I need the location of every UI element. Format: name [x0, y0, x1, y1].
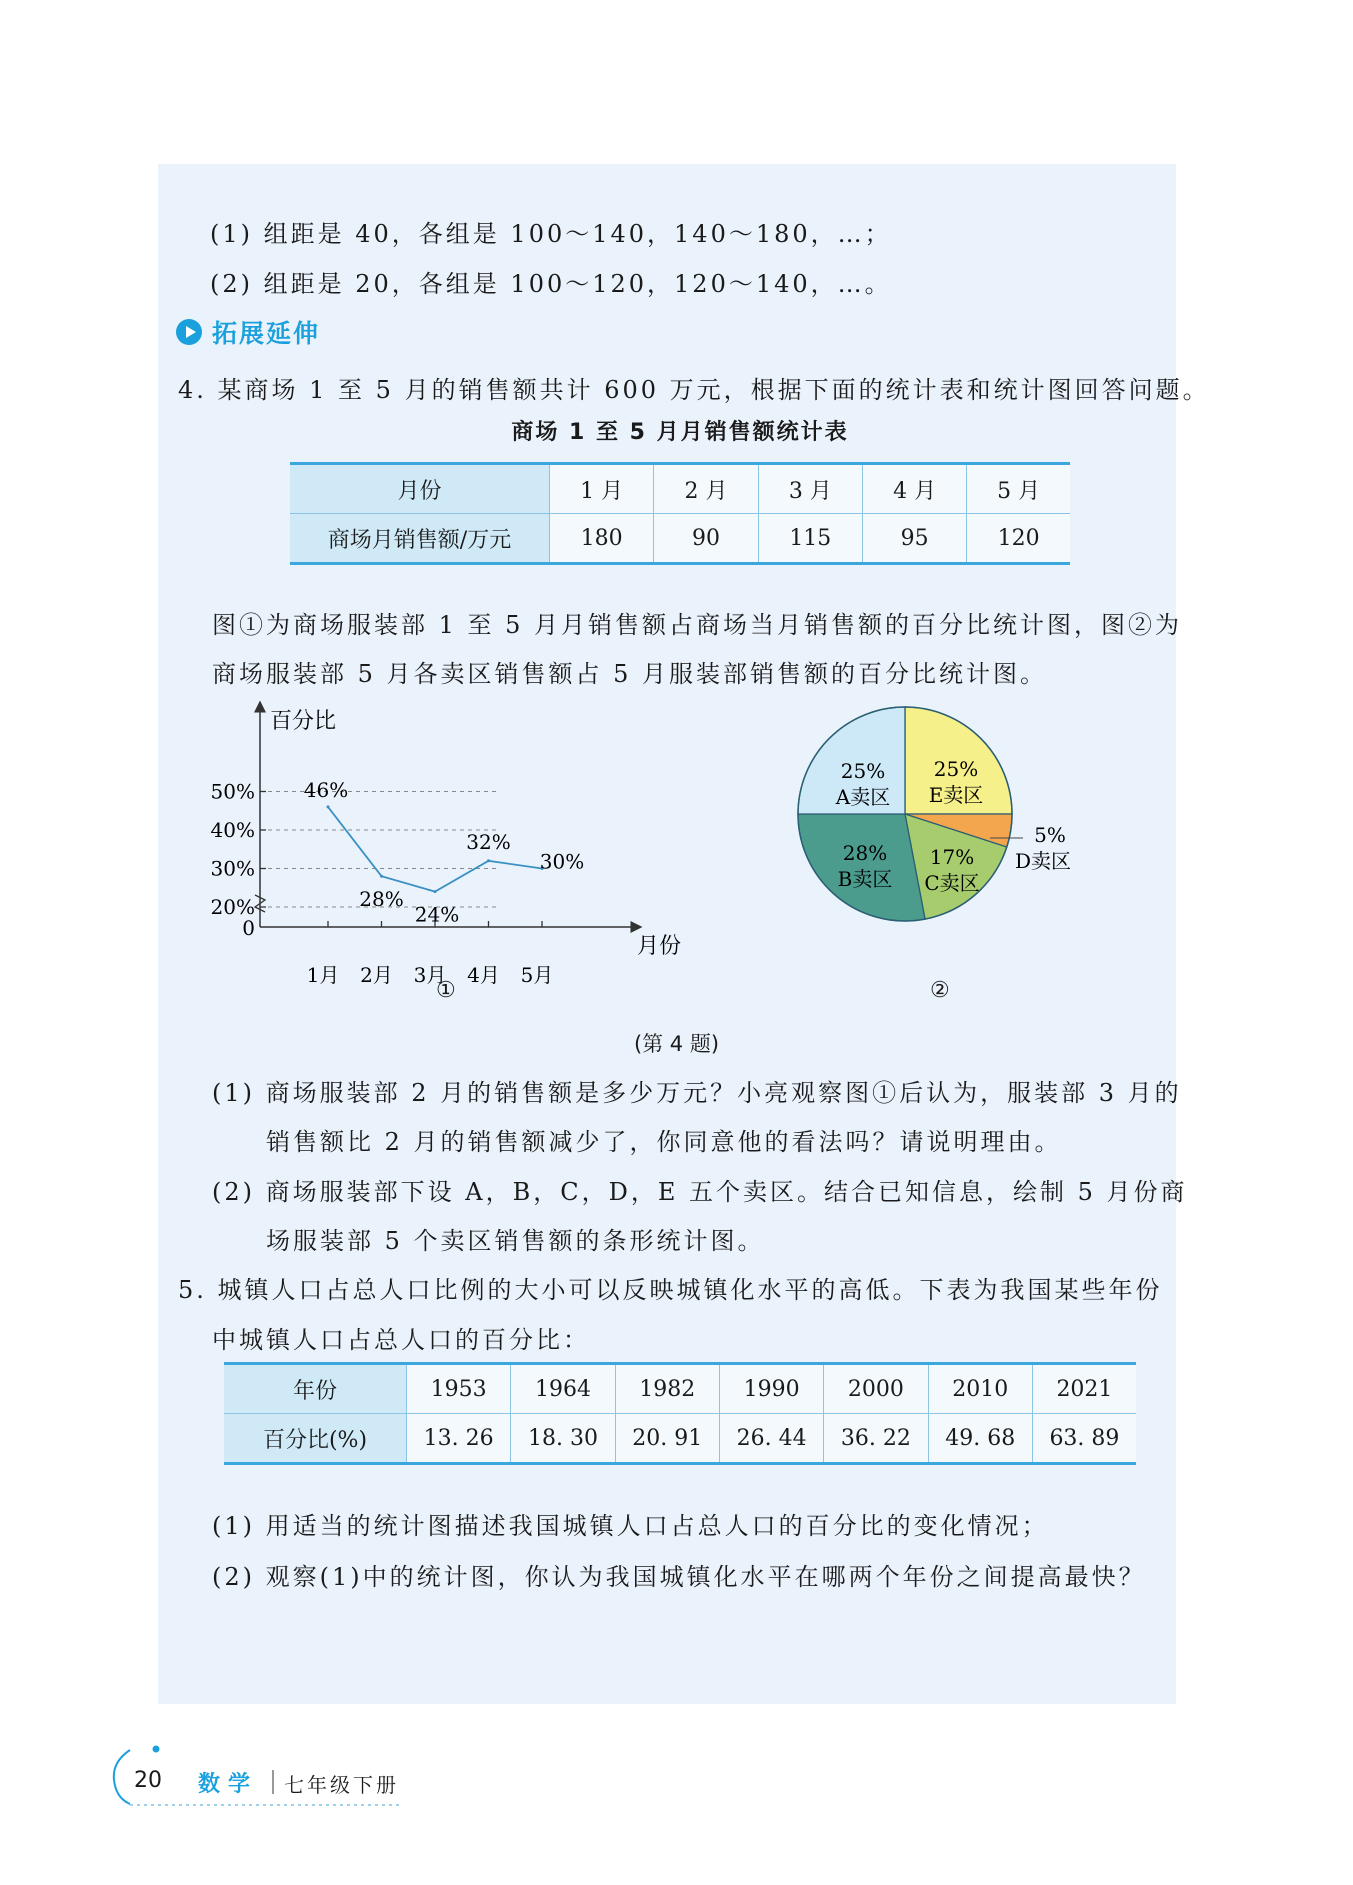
- table-cell: 月份: [290, 464, 550, 514]
- table-cell: 95: [862, 514, 966, 564]
- question-4-stem: 4. 某商场 1 至 5 月的销售额共计 600 万元，根据下面的统计表和统计图回答问题。: [178, 376, 1210, 404]
- x-tick-label: 1月: [306, 963, 340, 987]
- slice-name-label: A卖区: [835, 785, 891, 809]
- table-cell: 1 月: [550, 464, 654, 514]
- table-cell: 115: [758, 514, 862, 564]
- slice-name-label: C卖区: [924, 871, 980, 895]
- question-5-sub-1: (1) 用适当的统计图描述我国城镇人口占总人口的百分比的变化情况；: [212, 1512, 1049, 1540]
- option-2: (2) 组距是 20，各组是 100～120，120～140，…。: [210, 270, 892, 298]
- table-cell: 1964: [511, 1364, 615, 1414]
- footer-arc: [114, 1750, 130, 1804]
- figure-2-label: ②: [930, 978, 950, 1003]
- question-5-stem-1: 5. 城镇人口占总人口比例的大小可以反映城镇化水平的高低。下表为我国某些年份: [178, 1276, 1163, 1304]
- section-heading: [176, 314, 320, 350]
- slice-name-label: E卖区: [928, 783, 984, 807]
- sales-table: [290, 462, 1070, 565]
- table-cell: 120: [967, 514, 1070, 564]
- urban-table-header: [224, 1364, 1136, 1414]
- line-chart: [200, 695, 700, 987]
- data-point: [327, 805, 330, 808]
- x-tick-label: 5月: [520, 963, 554, 987]
- slice-value-label: 28%: [842, 841, 888, 865]
- sub-question-2-b: 场服装部 5 个卖区销售额的条形统计图。: [266, 1227, 765, 1255]
- footer-dot: [153, 1746, 160, 1753]
- table-cell: 2000: [824, 1364, 928, 1414]
- data-point: [487, 859, 490, 862]
- data-label: 46%: [303, 777, 349, 802]
- table-cell: 5 月: [967, 464, 1070, 514]
- table-cell: 1953: [407, 1364, 511, 1414]
- table-cell: 1990: [719, 1364, 823, 1414]
- table-cell: 36. 22: [824, 1414, 928, 1464]
- data-label: 32%: [466, 829, 511, 854]
- table-cell: 180: [550, 514, 654, 564]
- data-label: 24%: [414, 902, 460, 927]
- x-tick-label: 3月: [413, 963, 447, 987]
- slice-name-label: B卖区: [837, 867, 893, 891]
- y-axis-label: 百分比: [270, 709, 337, 734]
- table-cell: 年份: [224, 1364, 407, 1414]
- urban-table: [224, 1362, 1136, 1465]
- y-tick-label: 50%: [210, 779, 255, 804]
- table-cell: 4 月: [862, 464, 966, 514]
- footer-separator: [272, 1770, 274, 1794]
- page-number: 20: [134, 1768, 162, 1793]
- slice-value-label: 5%: [1034, 823, 1066, 847]
- table-cell: 20. 91: [615, 1414, 719, 1464]
- data-label: 30%: [539, 849, 585, 874]
- table-cell: 63. 89: [1032, 1414, 1136, 1464]
- data-point: [434, 890, 437, 893]
- slice-value-label: 25%: [840, 759, 886, 783]
- play-triangle-icon: [176, 319, 202, 345]
- slice-name-label: D卖区: [1014, 849, 1072, 873]
- table-cell: 商场月销售额/万元: [290, 514, 550, 564]
- section-title: 拓展延伸: [212, 319, 321, 348]
- figure-caption: (第 4 题): [633, 1032, 720, 1056]
- data-point: [380, 875, 383, 878]
- table-cell: 2021: [1032, 1364, 1136, 1414]
- sales-table-header: [290, 464, 1070, 514]
- table-cell: 13. 26: [407, 1414, 511, 1464]
- slice-value-label: 25%: [933, 757, 979, 781]
- grade-label: 七年级下册: [284, 1773, 399, 1797]
- question-5-sub-2: (2) 观察(1)中的统计图，你认为我国城镇化水平在哪两个年份之间提高最快？: [212, 1563, 1146, 1591]
- figure-1-label: ①: [436, 978, 456, 1003]
- table-cell: 90: [654, 514, 758, 564]
- sales-table-row: [290, 514, 1070, 564]
- sub-question-2-a: (2) 商场服装部下设 A，B，C，D，E 五个卖区。结合已知信息，绘制 5 月份商: [212, 1178, 1188, 1206]
- table-cell: 18. 30: [511, 1414, 615, 1464]
- question-4-desc-1: 图①为商场服装部 1 至 5 月月销售额占商场当月销售额的百分比统计图，图②为: [212, 611, 1183, 639]
- x-tick-label: 4月: [467, 963, 500, 987]
- sub-question-1-a: (1) 商场服装部 2 月的销售额是多少万元？小亮观察图①后认为，服装部 3 月的: [212, 1079, 1182, 1107]
- question-4-desc-2: 商场服装部 5 月各卖区销售额占 5 月服装部销售额的百分比统计图。: [212, 660, 1048, 688]
- axis-break-mark: [255, 895, 265, 912]
- y-tick-label: 40%: [210, 818, 255, 842]
- urban-table-row: [224, 1414, 1136, 1464]
- table-cell: 2 月: [654, 464, 758, 514]
- y-tick-label: 20%: [210, 895, 255, 919]
- table-cell: 1982: [615, 1364, 719, 1414]
- slice-value-label: 17%: [929, 845, 975, 869]
- x-tick-label: 2月: [360, 963, 393, 987]
- table-cell: 26. 44: [719, 1414, 823, 1464]
- y-tick-label: 30%: [210, 856, 255, 881]
- subject-title: 数学: [198, 1772, 259, 1797]
- data-label: 28%: [359, 887, 404, 912]
- x-axis-label: 月份: [637, 934, 682, 959]
- table-1-title: 商场 1 至 5 月月销售额统计表: [511, 420, 849, 445]
- sub-question-1-b: 销售额比 2 月的销售额减少了，你同意他的看法吗？请说明理由。: [266, 1128, 1062, 1156]
- question-5-stem-2: 中城镇人口占总人口的百分比：: [212, 1326, 590, 1354]
- table-cell: 百分比(%): [224, 1414, 407, 1464]
- table-cell: 3 月: [758, 464, 862, 514]
- pie-chart: [780, 700, 1100, 950]
- table-cell: 2010: [928, 1364, 1032, 1414]
- table-cell: 49. 68: [928, 1414, 1032, 1464]
- y-tick-label: 0: [242, 916, 255, 940]
- option-1: (1) 组距是 40，各组是 100～140，140～180，…；: [210, 220, 892, 248]
